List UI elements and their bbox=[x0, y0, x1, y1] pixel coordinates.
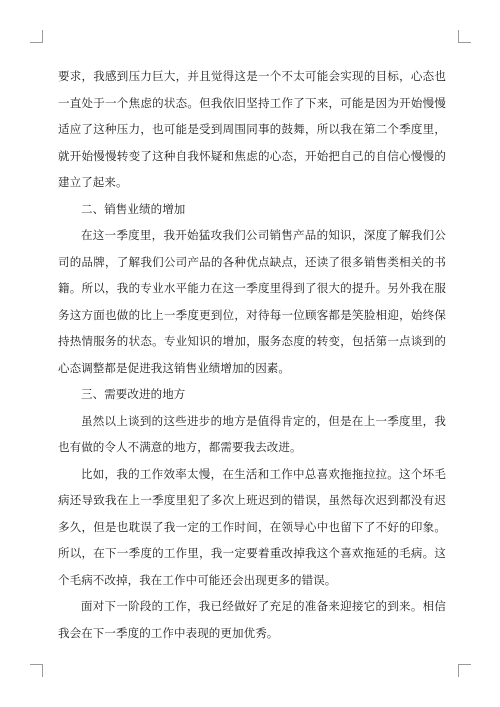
paragraph-improvements-intro: 虽然以上谈到的这些进步的地方是值得肯定的，但是在上一季度里，我也有做的令人不满意的地方，都需要我去改进。 bbox=[58, 413, 446, 454]
paragraph-efficiency: 比如，我的工作效率太慢，在生活和工作中总喜欢拖拖拉拉。这个坏毛病还导致我在上一季度里犯了多次上班迟到的错误，虽然每次迟到都没有迟多久，但是也耽误了我一定的工作时间，在领导心中也留下了不好的印象。所以，在下一季度的工作里，我一定要着重改掉我这个喜欢拖延的毛病。这个毛病不改掉，我在工作中可能还会出现更多的错误。 bbox=[58, 466, 446, 587]
section-heading-sales-growth: 二、销售业绩的增加 bbox=[81, 201, 186, 216]
crop-mark-bottom-right bbox=[458, 664, 471, 677]
crop-mark-top-left bbox=[30, 30, 43, 43]
crop-mark-top-right bbox=[458, 30, 471, 43]
paragraph-continuation: 要求，我感到压力巨大，并且觉得这是一个不太可能会实现的目标，心态也一直处于一个焦虑的状态。但我依旧坚持工作了下来，可能是因为开始慢慢适应了这种压力，也可能是受到周围同事的鼓舞，所以我在第二个季度里，就开始慢慢转变了这种自我怀疑和焦虑的心态，开始把自己的自信心慢慢的建立了起来。 bbox=[58, 69, 446, 189]
document-body bbox=[58, 63, 446, 646]
paragraph-sales-growth: 在这一季度里，我开始猛攻我们公司销售产品的知识，深度了解我们公司的品牌，了解我们公司产品的各种优点缺点，还读了很多销售类相关的书籍。所以，我的专业水平能力在这一季度里得到了很大的提升。另外我在服务这方面也做的比上一季度更到位，对待每一位顾客都是笑脸相迎，始终保持热情服务的状态。专业知识的增加，服务态度的转变，包括第一点谈到的心态调整都是促进我这销售业绩增加的因素。 bbox=[58, 228, 446, 375]
crop-mark-bottom-left bbox=[30, 664, 43, 677]
paragraph-conclusion: 面对下一阶段的工作，我已经做好了充足的准备来迎接它的到来。相信我会在下一季度的工作中表现的更加优秀。 bbox=[58, 599, 446, 640]
section-heading-improvements: 三、需要改进的地方 bbox=[81, 387, 186, 401]
